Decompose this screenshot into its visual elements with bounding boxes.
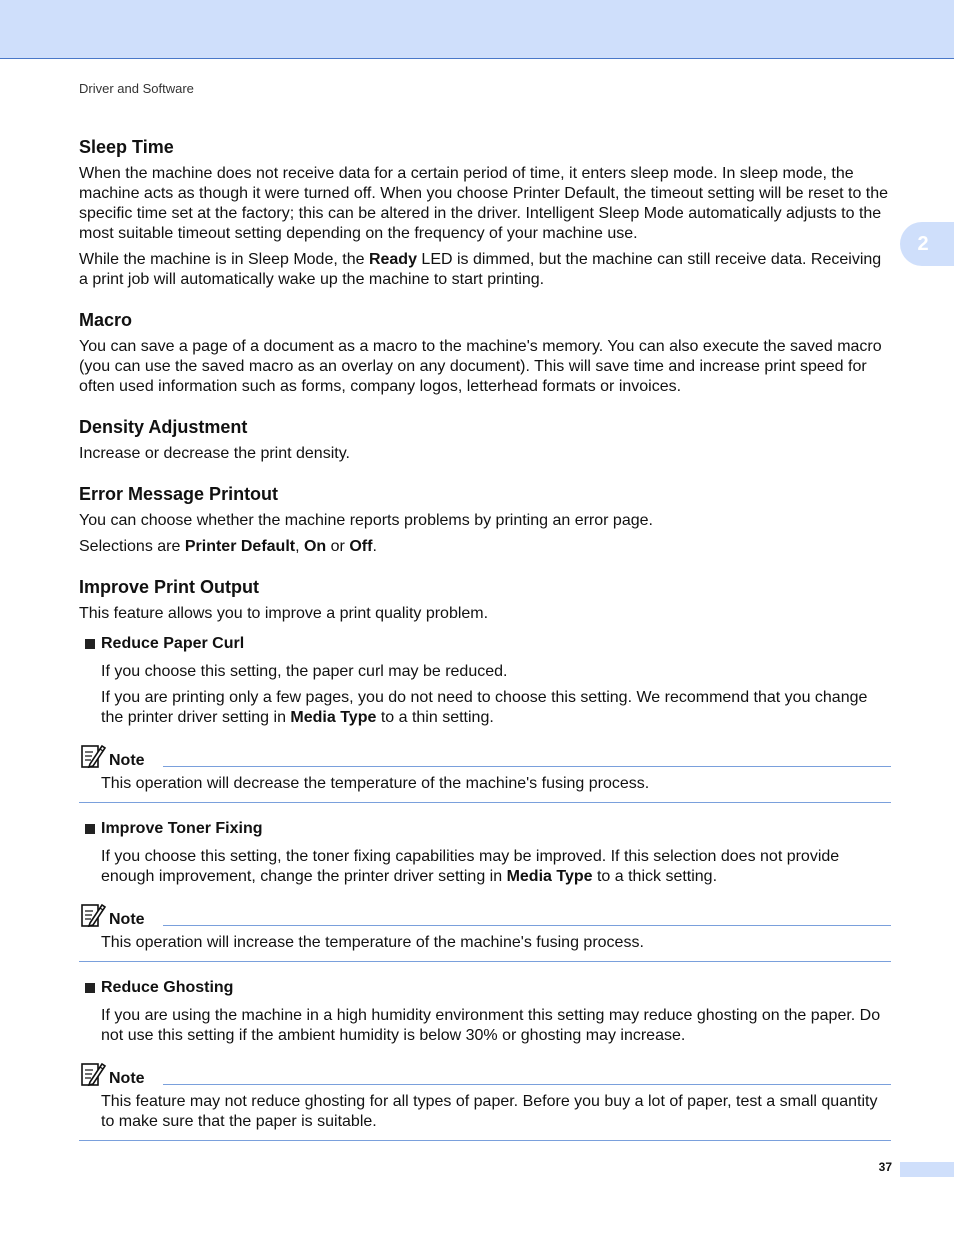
- note-text: This feature may not reduce ghosting for all types of paper. Before you buy a lot of paper, test a small quantity to make sure that the paper is suitable.: [101, 1093, 878, 1130]
- option-on: On: [303, 538, 327, 555]
- square-bullet-icon: [85, 824, 95, 834]
- paragraph: While the machine is in Sleep Mode, the Ready LED is dimmed, but the machine can still receive data. Receiving a print job will automatically wake up the machine to start printing.: [79, 251, 882, 288]
- note-divider: [163, 925, 891, 926]
- paragraph: Increase or decrease the print density.: [79, 445, 350, 462]
- chapter-tab: 2: [900, 222, 954, 266]
- note-label: Note: [109, 911, 145, 928]
- option-off: Off: [349, 538, 373, 555]
- note-box: [79, 1060, 891, 1141]
- media-type-term: Media Type: [290, 709, 377, 726]
- section-density: [79, 416, 891, 464]
- section-title: Error Message Printout: [79, 484, 279, 504]
- paragraph: This feature allows you to improve a print quality problem.: [79, 605, 489, 622]
- note-text: This operation will increase the temperature of the machine's fusing process.: [101, 934, 644, 951]
- note-text: This operation will decrease the temperature of the machine's fusing process.: [101, 775, 650, 792]
- note-box: [79, 901, 891, 962]
- bullet-body: [79, 662, 891, 728]
- section-title: Density Adjustment: [79, 417, 248, 437]
- bullet-reduce-ghosting: Reduce Ghosting: [85, 978, 891, 998]
- note-label: Note: [109, 752, 145, 769]
- note-label: Note: [109, 1070, 145, 1087]
- section-title: Improve Print Output: [79, 577, 259, 597]
- bullet-reduce-paper-curl: Reduce Paper Curl: [85, 634, 891, 654]
- paragraph: If you are using the machine in a high humidity environment this setting may reduce ghosting on the paper. Do not use this setting if the ambient humidity is below 30% or ghosting may increase.: [101, 1007, 881, 1044]
- section-sleep-time: [79, 136, 891, 290]
- page-number-tab: [900, 1162, 954, 1177]
- paragraph: You can save a page of a document as a macro to the machine's memory. You can also execute the saved macro (you can use the saved macro as an overlay on any document). This will save time and increase print speed for often used information such as forms, company logos, letterhead formats or invoices.: [79, 338, 882, 395]
- bullet-improve-toner-fixing: Improve Toner Fixing: [85, 819, 891, 839]
- bullet-body: [79, 1006, 891, 1046]
- section-error-message: [79, 483, 891, 557]
- section-title: Macro: [79, 310, 133, 330]
- note-pencil-icon: [79, 742, 107, 770]
- note-divider: [163, 1084, 891, 1085]
- bullet-body: [79, 847, 891, 887]
- header-band: [0, 0, 954, 59]
- note-pencil-icon: [79, 1060, 107, 1088]
- option-printer-default: Printer Default: [184, 538, 296, 555]
- section-title: Sleep Time: [79, 137, 174, 157]
- paragraph: You can choose whether the machine reports problems by printing an error page.: [79, 512, 653, 529]
- page-number: 37: [878, 1160, 892, 1174]
- paragraph: Selections are Printer Default, On or Off.: [79, 538, 377, 555]
- running-head: Driver and Software: [79, 81, 194, 96]
- note-pencil-icon: [79, 901, 107, 929]
- paragraph: If you are printing only a few pages, you do not need to choose this setting. We recommend that you change the printer driver setting in Media Type to a thin setting.: [101, 689, 868, 726]
- note-box: [79, 742, 891, 803]
- square-bullet-icon: [85, 639, 95, 649]
- section-macro: [79, 309, 891, 397]
- media-type-term: Media Type: [506, 868, 593, 885]
- square-bullet-icon: [85, 983, 95, 993]
- paragraph: If you choose this setting, the toner fixing capabilities may be improved. If this selection does not provide enough improvement, change the printer driver setting in Media Type to a thick setting.: [101, 848, 840, 885]
- page-content: [79, 136, 891, 1157]
- paragraph: If you choose this setting, the paper curl may be reduced.: [101, 663, 508, 680]
- section-improve-print: [79, 576, 891, 1141]
- note-divider: [163, 766, 891, 767]
- ready-led-term: Ready: [368, 251, 417, 268]
- paragraph: When the machine does not receive data for a certain period of time, it enters sleep mode. In sleep mode, the machine acts as though it were turned off. When you choose Printer Default, the timeout setting will be reset to the specific time set at the factory; this can be altered in the driver. Intelligent Sleep Mode automatically adjusts to the most suitable timeout setting depending on the frequency of your machine use.: [79, 165, 889, 242]
